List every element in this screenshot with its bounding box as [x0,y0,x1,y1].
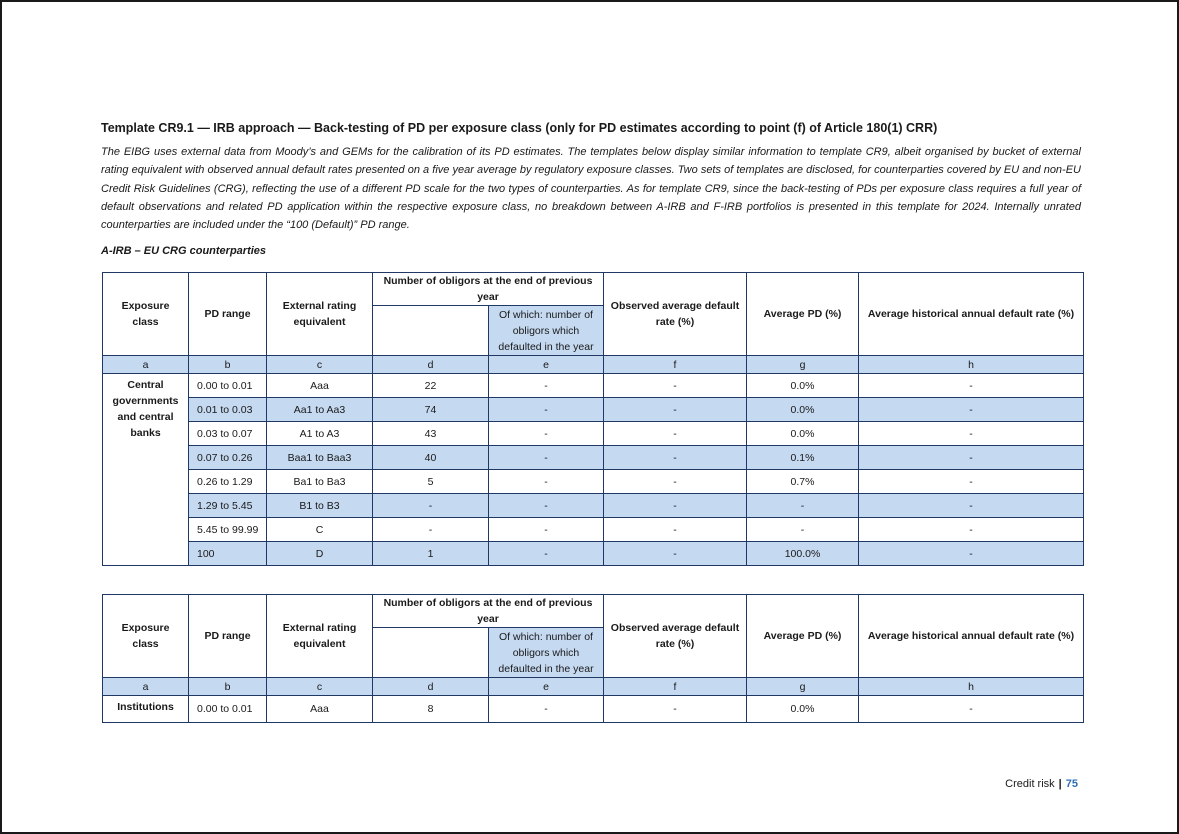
header-historical-default-rate: Average historical annual default rate (%) [859,595,1084,678]
col-letter-a: a [103,678,189,696]
intro-paragraph: The EIBG uses external data from Moody’s and GEMs for the calibration of its PD estimates. The templates below display similar information to template CR9, albeit organised by bucket of external rating equivalent with observed annual default rates presented on a five year average by regulatory exposure classes. Two sets of templates are disclosed, for counterparties covered by EU and non-EU Credit Risk Guidelines (CRG), reflecting the use of a different PD scale for the two types of counterparties. As for template CR9, since the back-testing of PDs per exposure class requires a full year of default observations and related PD application within the respective exposure class, no breakdown between A-IRB and F-IRB portfolios is presented in this template for 2024. Internally unrated counterparties are included under the “100 (Default)” PD range. [101,146,1081,232]
page-number: 75 [1065,778,1078,790]
col-letter-g: g [747,678,859,696]
historical-rate-cell: - [859,374,1084,398]
table-row [103,518,1084,542]
rating-cell: Ba1 to Ba3 [267,470,373,494]
historical-rate-cell: - [859,446,1084,470]
col-letter-d: d [373,678,489,696]
rating-cell: A1 to A3 [267,422,373,446]
template-title: Template CR9.1 — IRB approach — Back-testing of PD per exposure class (only for PD estimates according to point (f) of Article 180(1) CRR) [101,121,938,135]
obligors-cell: 8 [373,696,489,723]
section-subheading: A-IRB – EU CRG counterparties [101,245,267,257]
rating-cell: Baa1 to Baa3 [267,446,373,470]
header-average-pd: Average PD (%) [747,595,859,678]
obligors-cell: 22 [373,374,489,398]
rating-cell: Aa1 to Aa3 [267,398,373,422]
historical-rate-cell: - [859,470,1084,494]
historical-rate-cell: - [859,422,1084,446]
table-row [103,398,1084,422]
observed-rate-cell: - [604,542,747,566]
header-observed-default-rate: Observed average default rate (%) [604,595,747,678]
average-pd-cell: 0.0% [747,374,859,398]
average-pd-cell: 0.0% [747,422,859,446]
obligors-cell: 1 [373,542,489,566]
observed-rate-cell: - [604,494,747,518]
page-footer [1005,778,1078,790]
table-row [103,696,1084,723]
col-letter-a: a [103,356,189,374]
col-letter-e: e [489,678,604,696]
pd-range-cell: 0.03 to 0.07 [189,422,267,446]
average-pd-cell: 0.0% [747,696,859,723]
table-row [103,494,1084,518]
table-row [103,422,1084,446]
historical-rate-cell: - [859,494,1084,518]
average-pd-cell: 0.1% [747,446,859,470]
obligors-cell: 74 [373,398,489,422]
average-pd-cell: - [747,494,859,518]
col-letter-f: f [604,678,747,696]
rating-cell: C [267,518,373,542]
observed-rate-cell: - [604,696,747,723]
table-row [103,470,1084,494]
historical-rate-cell: - [859,542,1084,566]
header-historical-default-rate: Average historical annual default rate (%) [859,273,1084,356]
header-pd-range: PD range [189,273,267,356]
table-row [103,542,1084,566]
observed-rate-cell: - [604,446,747,470]
backtesting-table-central-governments [102,272,1084,566]
col-letter-c: c [267,678,373,696]
rating-cell: Aaa [267,374,373,398]
average-pd-cell: - [747,518,859,542]
observed-rate-cell: - [604,470,747,494]
header-external-rating: External rating equivalent [267,273,373,356]
exposure-class-cell: Institutions [103,696,189,723]
header-obligors-total-spacer [373,628,489,678]
obligors-cell: 40 [373,446,489,470]
col-letter-f: f [604,356,747,374]
header-pd-range: PD range [189,595,267,678]
col-letter-g: g [747,356,859,374]
defaulted-cell: - [489,446,604,470]
header-average-pd: Average PD (%) [747,273,859,356]
header-external-rating: External rating equivalent [267,595,373,678]
pd-range-cell: 100 [189,542,267,566]
obligors-cell: - [373,494,489,518]
defaulted-cell: - [489,422,604,446]
rating-cell: B1 to B3 [267,494,373,518]
pd-range-cell: 0.07 to 0.26 [189,446,267,470]
column-letters-row [103,356,1084,374]
pd-range-cell: 0.26 to 1.29 [189,470,267,494]
defaulted-cell: - [489,542,604,566]
defaulted-cell: - [489,374,604,398]
defaulted-cell: - [489,398,604,422]
rating-cell: D [267,542,373,566]
col-letter-h: h [859,678,1084,696]
table-row [103,374,1084,398]
exposure-class-cell: Central governments and central banks [103,374,189,566]
historical-rate-cell: - [859,518,1084,542]
pd-range-cell: 0.01 to 0.03 [189,398,267,422]
average-pd-cell: 0.7% [747,470,859,494]
pd-range-cell: 5.45 to 99.99 [189,518,267,542]
footer-separator: | [1058,778,1062,790]
header-of-which-defaulted: Of which: number of obligors which defaulted in the year [489,306,604,356]
average-pd-cell: 0.0% [747,398,859,422]
col-letter-b: b [189,356,267,374]
obligors-cell: - [373,518,489,542]
header-obligors: Number of obligors at the end of previous year [373,595,604,628]
header-exposure-class: Exposure class [103,595,189,678]
col-letter-c: c [267,356,373,374]
col-letter-b: b [189,678,267,696]
footer-section-name: Credit risk [1005,778,1055,790]
col-letter-d: d [373,356,489,374]
header-obligors-total-spacer [373,306,489,356]
pd-range-cell: 1.29 to 5.45 [189,494,267,518]
defaulted-cell: - [489,470,604,494]
rating-cell: Aaa [267,696,373,723]
observed-rate-cell: - [604,374,747,398]
pd-range-cell: 0.00 to 0.01 [189,374,267,398]
observed-rate-cell: - [604,422,747,446]
backtesting-table-institutions [102,594,1084,723]
table-row [103,446,1084,470]
observed-rate-cell: - [604,398,747,422]
historical-rate-cell: - [859,398,1084,422]
observed-rate-cell: - [604,518,747,542]
col-letter-e: e [489,356,604,374]
obligors-cell: 5 [373,470,489,494]
header-obligors: Number of obligors at the end of previous year [373,273,604,306]
defaulted-cell: - [489,696,604,723]
header-of-which-defaulted: Of which: number of obligors which defaulted in the year [489,628,604,678]
defaulted-cell: - [489,518,604,542]
col-letter-h: h [859,356,1084,374]
pd-range-cell: 0.00 to 0.01 [189,696,267,723]
header-observed-default-rate: Observed average default rate (%) [604,273,747,356]
header-exposure-class: Exposure class [103,273,189,356]
average-pd-cell: 100.0% [747,542,859,566]
column-letters-row [103,678,1084,696]
defaulted-cell: - [489,494,604,518]
obligors-cell: 43 [373,422,489,446]
historical-rate-cell: - [859,696,1084,723]
